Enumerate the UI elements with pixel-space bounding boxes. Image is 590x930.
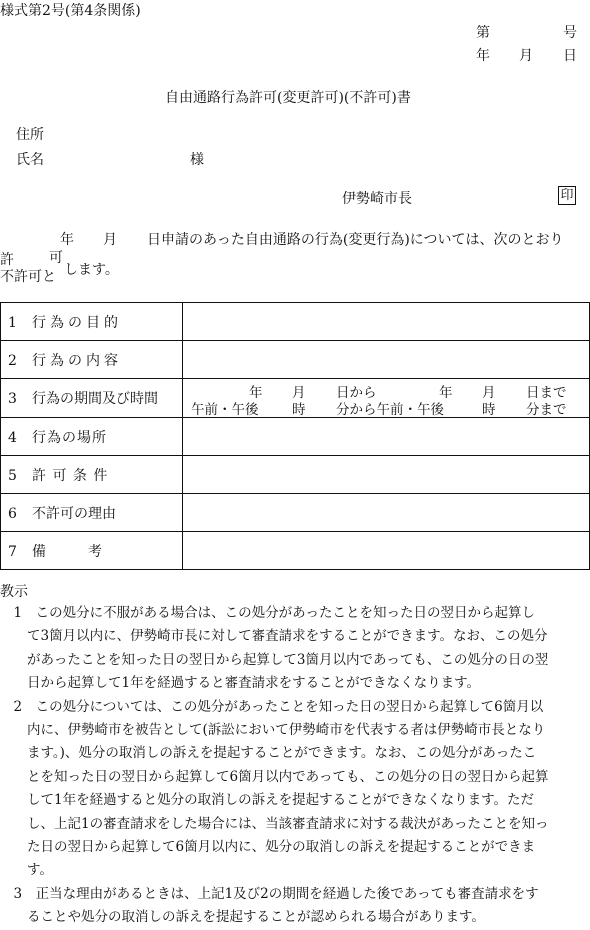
instruction-line: 3 正当な理由があるときは、上記1及び2の期間を経過した後であっても審査請求をす bbox=[0, 885, 539, 902]
intro-permit: 許 bbox=[0, 252, 14, 268]
instruction-line: して1年を経過すると処分の取消しの訴えを提起することができなくなります。ただ bbox=[0, 792, 535, 809]
period-hour-2: 時 bbox=[482, 402, 496, 418]
instruction-line: ます。)、処分の取消しの訴えを提起することができます。なお、この処分があったこ bbox=[0, 745, 537, 762]
permit-table bbox=[0, 302, 590, 570]
row-label: 6 不許可の理由 bbox=[1, 494, 183, 532]
instruction-line: 2 この処分については、この処分があったことを知った日の翌日から起算して6箇月以 bbox=[0, 698, 544, 715]
instruction-line: た日の翌日から起算して6箇月以内に、処分の取消しの訴えを提起することができま bbox=[0, 839, 536, 856]
instruction-line: し、上記1の審査請求をした場合には、当該審査請求に対する裁決があったことを知っ bbox=[0, 815, 549, 832]
issuer-name: 伊勢崎市長 bbox=[342, 191, 412, 207]
document-title: 自由通路行為許可(変更許可)(不許可)書 bbox=[165, 90, 411, 106]
instruction-line: とを知った日の翌日から起算して6箇月以内であっても、この処分の日の翌日から起算 bbox=[0, 768, 549, 785]
table-row bbox=[1, 494, 590, 532]
intro-deny: 不許可と bbox=[0, 269, 56, 285]
row-label: 2 行為の内容 bbox=[1, 341, 183, 379]
period-year-1: 年 bbox=[249, 385, 263, 401]
seal-mark: 印 bbox=[558, 186, 576, 205]
intro-permit-ka: 可 bbox=[49, 250, 63, 266]
row-value bbox=[183, 303, 590, 341]
date-year: 年 bbox=[476, 48, 490, 64]
instruction-line: す。 bbox=[0, 862, 53, 879]
instruction-line: 1 この処分に不服がある場合は、この処分があったことを知った日の翌日から起算し bbox=[0, 605, 535, 621]
row-label: 3 行為の期間及び時間 bbox=[1, 379, 183, 418]
instruction-line: があったことを知った日の翌日から起算して3箇月以内であっても、この処分の日の翌 bbox=[0, 651, 549, 668]
table-row bbox=[1, 456, 590, 494]
table-row bbox=[1, 532, 590, 570]
instruction-line: ることや処分の取消しの訴えを提起することが認められる場合があります。 bbox=[0, 909, 485, 926]
period-cell bbox=[183, 379, 590, 418]
number-suffix: 号 bbox=[563, 25, 577, 41]
period-year-2: 年 bbox=[439, 385, 453, 401]
instruction-line: 日から起算して1年を経過すると審査請求をすることができなくなります。 bbox=[0, 675, 481, 692]
period-minute-from: 分から午前・午後 bbox=[336, 402, 444, 418]
instruction-line: て3箇月以内に、伊勢崎市長に対して審査請求をすることができます。なお、この処分 bbox=[0, 628, 548, 645]
period-minute-until: 分まで bbox=[526, 402, 567, 418]
form-number: 様式第2号(第4条関係) bbox=[0, 3, 141, 19]
row-value bbox=[183, 494, 590, 532]
intro-text: 日申請のあった自由通路の行為(変更行為)については、次のとおり bbox=[147, 232, 564, 248]
instructions-heading: 教示 bbox=[0, 584, 28, 600]
period-hour-1: 時 bbox=[292, 402, 306, 418]
period-month-2: 月 bbox=[482, 385, 496, 401]
instructions-body bbox=[0, 602, 590, 930]
row-value bbox=[183, 532, 590, 570]
table-row bbox=[1, 303, 590, 341]
row-label: 4 行為の場所 bbox=[1, 418, 183, 456]
intro-month: 月 bbox=[103, 232, 117, 248]
table-row bbox=[1, 418, 590, 456]
row-label: 1 行為の目的 bbox=[1, 303, 183, 341]
name-label: 氏名 bbox=[16, 152, 44, 168]
row-value bbox=[183, 418, 590, 456]
address-label: 住所 bbox=[16, 127, 44, 143]
period-ampm-1: 午前・午後 bbox=[191, 402, 259, 418]
table-row bbox=[1, 379, 590, 418]
date-day: 日 bbox=[563, 48, 577, 64]
honorific: 様 bbox=[190, 152, 204, 168]
row-label: 5 許 可 条 件 bbox=[1, 456, 183, 494]
period-day-until: 日まで bbox=[526, 385, 567, 401]
period-month-1: 月 bbox=[292, 385, 306, 401]
row-value bbox=[183, 456, 590, 494]
instruction-line: 内に、伊勢崎市を被告として(訴訟において伊勢崎市を代表する者は伊勢崎市長となり bbox=[0, 722, 546, 739]
number-prefix: 第 bbox=[476, 25, 490, 41]
period-day-from: 日から bbox=[336, 385, 377, 401]
table-row bbox=[1, 341, 590, 379]
row-label: 7 備 考 bbox=[1, 532, 183, 570]
date-month: 月 bbox=[519, 48, 533, 64]
row-value bbox=[183, 341, 590, 379]
intro-year: 年 bbox=[60, 232, 74, 248]
intro-shimasu: します。 bbox=[64, 262, 119, 278]
